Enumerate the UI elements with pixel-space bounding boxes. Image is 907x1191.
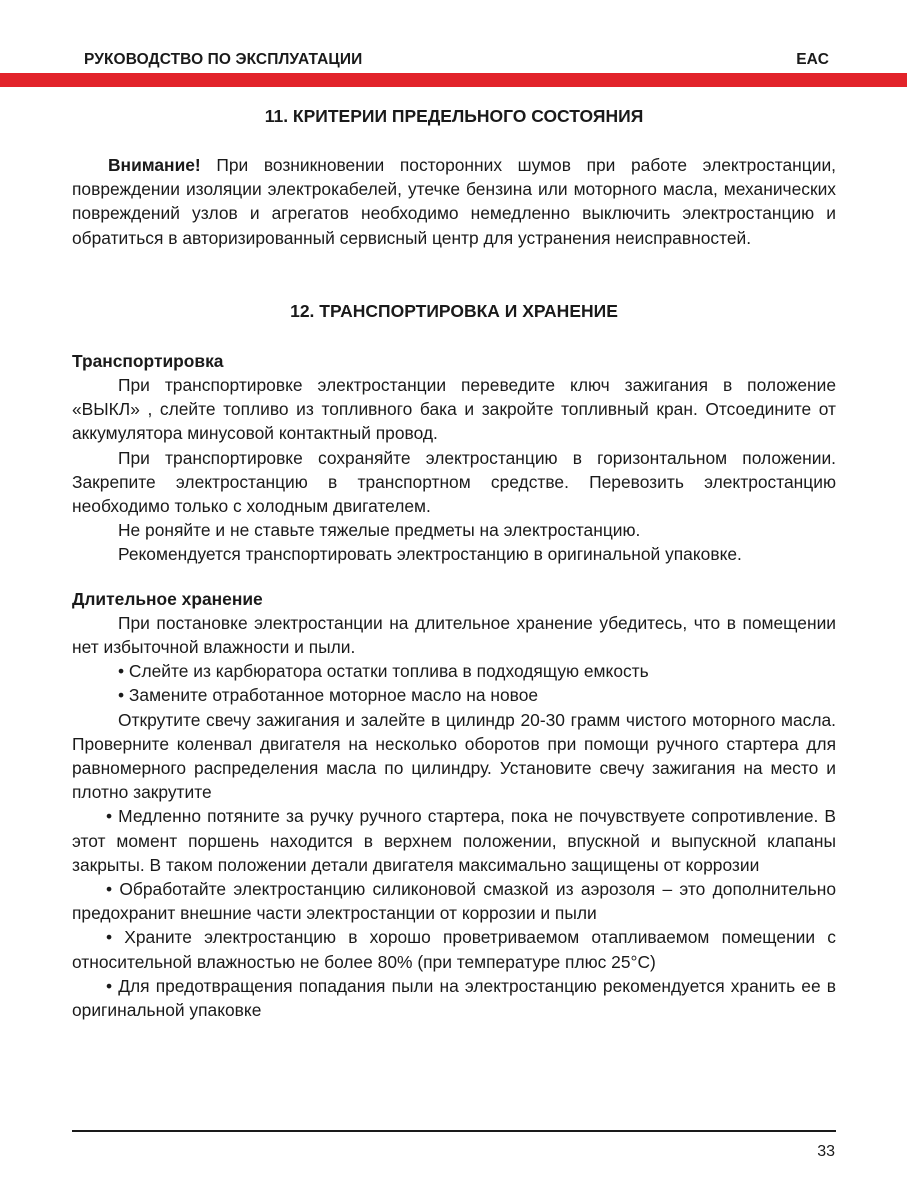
storage-bullet: • Для предотвращения попадания пыли на электростанцию рекомендуется хранить ее в оригинальной упаковке <box>72 975 836 1021</box>
transport-paragraph: Рекомендуется транспортировать электростанцию в оригинальной упаковке. <box>118 544 742 565</box>
transport-paragraph: При транспортировке электростанции переведите ключ зажигания в положение «ВЫКЛ» , слейте топливо из топливного бака и закройте топливный кран. Отсоедините от аккумулятора минусовой контактный провод. <box>72 375 836 444</box>
storage-paragraph: При постановке электростанции на длительное хранение убедитесь, что в помещении нет избыточной влажности и пыли. <box>72 612 836 658</box>
storage-heading: Длительное хранение <box>72 588 263 609</box>
manual-title: РУКОВОДСТВО ПО ЭКСПЛУАТАЦИИ <box>84 51 363 68</box>
transport-paragraph: Не роняйте и не ставьте тяжелые предметы на электростанцию. <box>118 520 641 541</box>
storage-paragraph: Открутите свечу зажигания и залейте в цилиндр 20-30 грамм чистого моторного масла. Проверните коленвал двигателя на несколько оборотов при помощи ручного стартера для равномерного распределения масла по цилиндру. Установите свечу зажигания на место и плотно закрутите <box>72 709 836 803</box>
storage-bullet: • Обработайте электростанцию силиконовой смазкой из аэрозоля – это дополнительно предохранит внешние части электростанции от коррозии и пыли <box>72 879 836 924</box>
section-12-title: 12. ТРАНСПОРТИРОВКА И ХРАНЕНИЕ <box>290 300 618 321</box>
header-red-band <box>0 73 907 87</box>
warning-paragraph <box>72 153 836 250</box>
page-header <box>0 0 907 88</box>
storage-bullet: • Замените отработанное моторное масло на новое <box>118 685 539 706</box>
page-number: 33 <box>817 1143 835 1160</box>
storage-bullet: • Храните электростанцию в хорошо проветриваемом отапливаемом помещении с относительной влажностью не более 80% (при температуре плюс 25°С) <box>72 927 836 972</box>
transport-paragraph: При транспортировке сохраняйте электростанцию в горизонтальном положении. Закрепите электростанцию в транспортном средстве. Перевозить электростанцию необходимо только с холодным двигателем. <box>72 447 836 517</box>
page-content <box>72 104 836 1022</box>
warning-text: При возникновении посторонних шумов при работе электростанции, повреждении изоляции электрокабелей, утечке бензина или моторного масла, механических повреждений узлов и агрегатов необходимо немедленно выключить электростанцию и обратиться в авторизированный сервисный центр для устранения неисправностей. <box>72 155 836 248</box>
warning-label: Внимание! <box>108 155 201 175</box>
transport-heading: Транспортировка <box>72 350 224 371</box>
storage-bullet: • Слейте из карбюратора остатки топлива в подходящую емкость <box>118 661 649 682</box>
eac-mark: EAC <box>796 51 829 68</box>
section-11-title: 11. КРИТЕРИИ ПРЕДЕЛЬНОГО СОСТОЯНИЯ <box>264 106 644 126</box>
footer-divider <box>72 1130 836 1132</box>
storage-bullet: • Медленно потяните за ручку ручного стартера, пока не почувствуете сопротивление. В этот момент поршень находится в верхнем положении, впускной и выпускной клапаны закрыты. В таком положении детали двигателя максимально защищены от коррозии <box>72 806 836 875</box>
